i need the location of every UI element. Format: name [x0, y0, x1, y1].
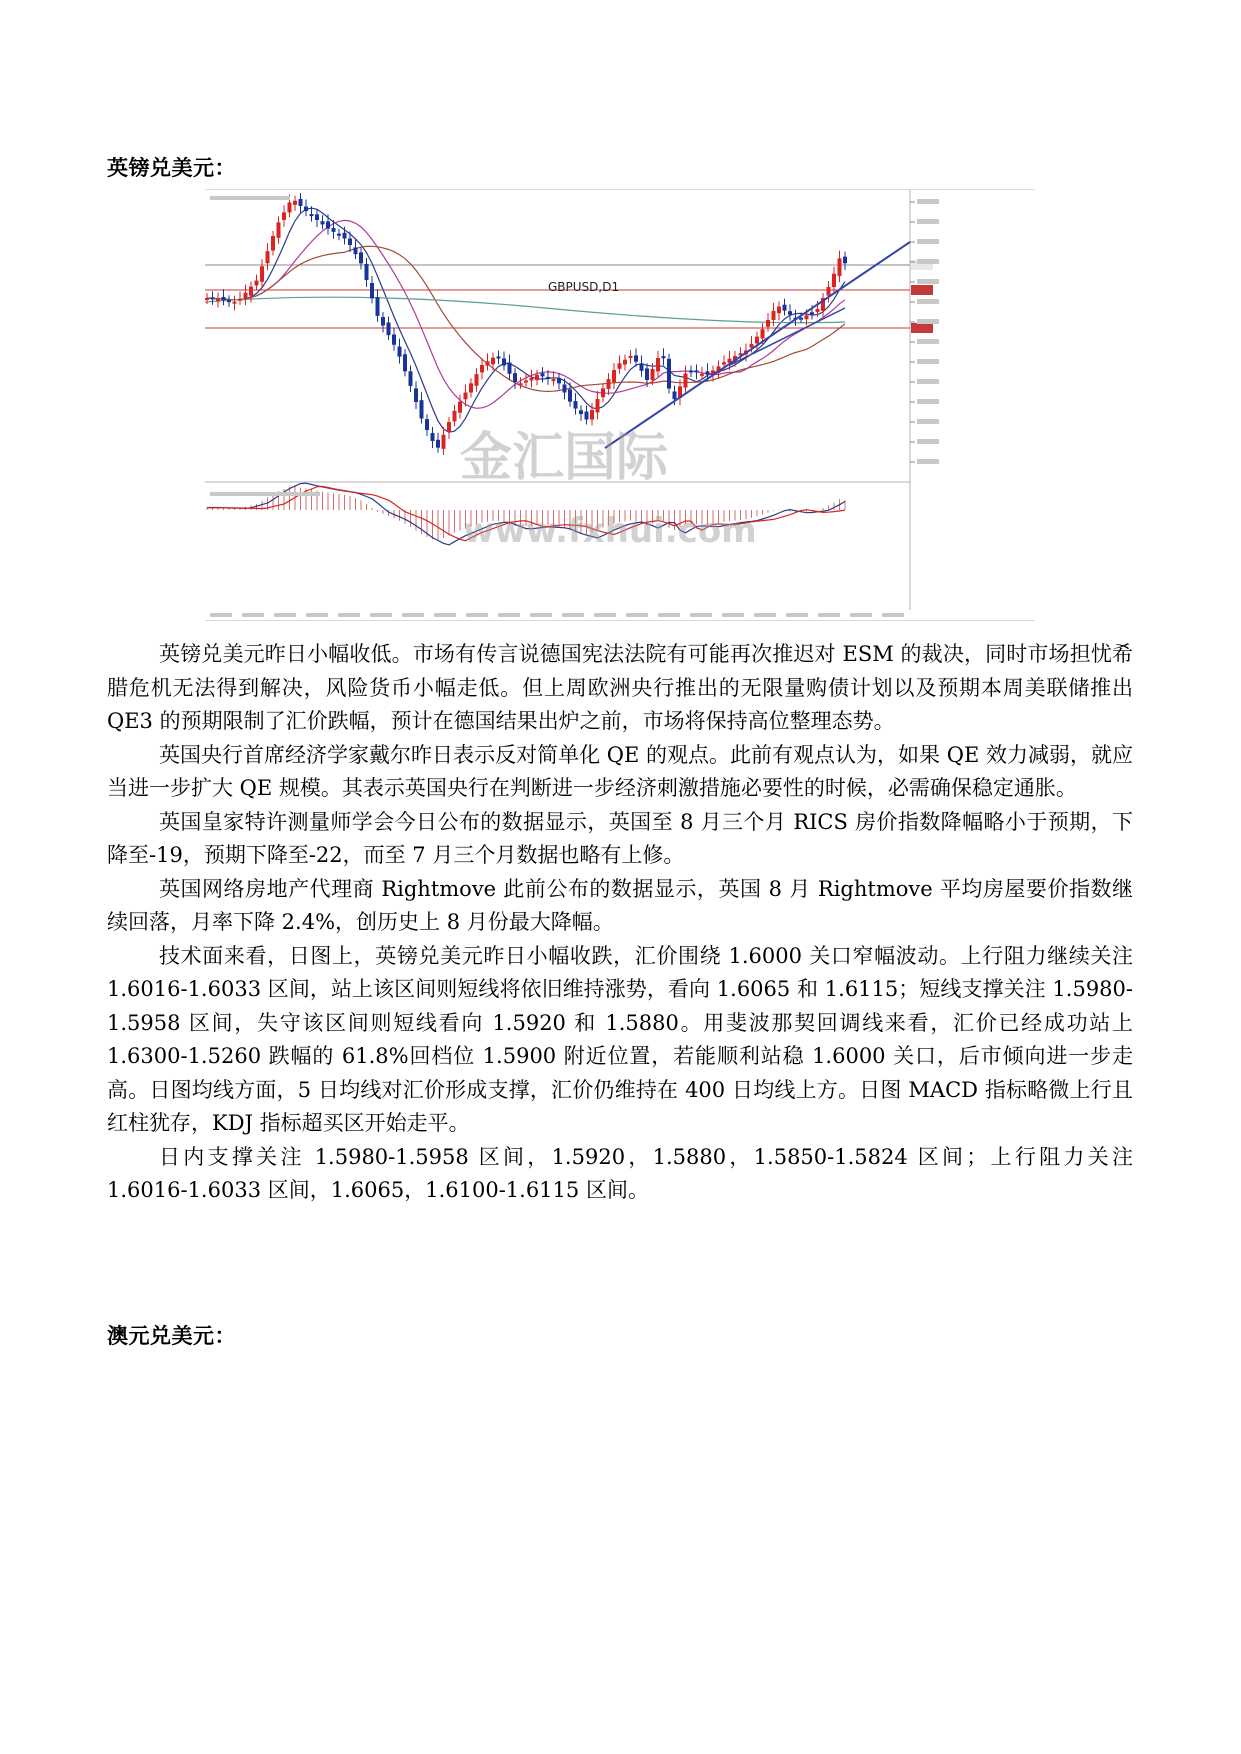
candle-body [805, 315, 809, 319]
date-tick-label [754, 613, 776, 617]
date-tick-label [466, 613, 488, 617]
axis-tick-label [917, 259, 939, 264]
candle-body [348, 239, 352, 246]
date-tick-label [626, 613, 648, 617]
candle-body [497, 356, 501, 358]
candle-body [618, 363, 622, 368]
candle-body [392, 335, 396, 345]
candle-body [288, 203, 292, 213]
watermark-url: www.fxhui.com [463, 511, 757, 551]
candle-body [535, 375, 539, 380]
indicator-caption [210, 196, 290, 200]
candle-body [579, 410, 583, 414]
candle-body [359, 252, 363, 263]
axis-tick-label [917, 359, 939, 364]
candle-body [607, 379, 611, 389]
candle-body [431, 433, 435, 441]
candle-body [530, 378, 534, 381]
candle-body [684, 374, 688, 388]
candle-body [376, 297, 380, 316]
axis-tick-label [917, 199, 939, 204]
date-tick-label [498, 613, 520, 617]
candlesticks [205, 193, 847, 455]
candle-body [706, 371, 710, 374]
candle-body [260, 266, 264, 282]
candle-body [469, 383, 473, 392]
candle-body [326, 221, 330, 228]
date-tick-label [562, 613, 584, 617]
candle-body [667, 359, 671, 389]
candle-body [645, 368, 649, 380]
candle-body [447, 422, 451, 432]
candle-body [799, 318, 803, 320]
candle-body [453, 411, 457, 422]
date-tick-label [434, 613, 456, 617]
candle-body [205, 298, 209, 300]
candle-body [832, 274, 836, 287]
trend-lines [605, 242, 910, 448]
axis-tick-label [917, 339, 939, 344]
axis-tick-label [917, 459, 939, 464]
watermark-logo-text: 金汇国际 [460, 428, 669, 488]
paragraph: 英镑兑美元昨日小幅收低。市场有传言说德国宪法法院有可能再次推迟对 ESM 的裁决，同时市场担忧希腊危机无法得到解决，风险货币小幅走低。但上周欧洲央行推出的无限量购债计划以及预期本周美联储推出 QE3 的预期限制了汇价跌幅，预计在德国结果出炉之前，市场将保持高位整理态势。 [107, 642, 1133, 733]
paragraph: 技术面来看，日图上，英镑兑美元昨日小幅收跌，汇价围绕 1.6000 关口窄幅波动。上行阻力继续关注 1.6016-1.6033 区间，站上该区间则短线将依旧维持涨势，看向 1.6065 和 1.6115；短线支撑关注 1.5980-1.5958 区间，失守该区间则短线看向 1.5920 和 1.5880。用斐波那契回调线来看，汇价已经成功站上 1.6300-1.5260 跌幅的 61.8%回档位 1.5900 附近位置，若能顺利站稳 1.6000 关口，后市倾向进一步走高。日图均线方面，5 日均线对汇价形成支撑，汇价仍维持在 400 日均线上方。日图 MACD 指标略微上行且红柱犹存，KDJ 指标超买区开始走平。 [107, 943, 1133, 1135]
candle-body [458, 402, 462, 413]
candle-body [590, 410, 594, 420]
axis-tick-label [917, 239, 939, 244]
candle-body [486, 361, 490, 365]
date-tick-label [242, 613, 264, 617]
candle-body [612, 370, 616, 382]
candle-body [266, 251, 270, 263]
candle-body [574, 401, 578, 408]
candle-body [381, 317, 385, 325]
date-tick-label [402, 613, 424, 617]
candle-body [843, 257, 847, 264]
date-tick-label [338, 613, 360, 617]
candle-body [596, 399, 600, 412]
axis-tick-label [917, 419, 939, 424]
symbol-label: GBPUSD,D1 [548, 280, 620, 294]
date-tick-label [306, 613, 328, 617]
candle-body [662, 356, 666, 358]
candle-body [332, 228, 336, 232]
candle-body [810, 312, 814, 314]
candle-body [552, 379, 556, 381]
date-tick-label [786, 613, 808, 617]
level-price-tag [911, 285, 933, 295]
candle-body [761, 329, 765, 338]
candle-body [568, 390, 572, 402]
candle-body [689, 371, 693, 373]
candle-body [640, 363, 644, 370]
section-heading-gbpusd: 英镑兑美元： [107, 155, 236, 180]
paragraph: 英国网络房地产代理商 Rightmove 此前公布的数据显示，英国 8 月 Rightmove 平均房屋要价指数继续回落，月率下降 2.4%，创历史上 8 月份最大降幅。 [107, 876, 1133, 934]
candle-body [491, 358, 495, 365]
candle-body [299, 199, 303, 206]
level-price-tag [911, 323, 933, 333]
candle-body [777, 307, 781, 314]
candle-body [238, 299, 242, 301]
axis-tick-label [917, 379, 939, 384]
candle-body [414, 388, 418, 402]
candle-body [304, 207, 308, 212]
candle-body [409, 371, 413, 386]
candle-body [656, 358, 660, 371]
candle-body [673, 392, 677, 400]
candle-body [601, 388, 605, 397]
axis-tick-label [917, 279, 939, 284]
candle-body [513, 373, 517, 382]
candle-body [838, 258, 842, 276]
candle-body [634, 355, 638, 361]
date-tick-label [722, 613, 744, 617]
chart-canvas [205, 190, 1035, 620]
candle-body [442, 435, 446, 449]
candle-body [233, 302, 237, 304]
candle-body [337, 234, 341, 236]
candle-body [827, 287, 831, 296]
candle-body [629, 356, 633, 358]
candle-body [541, 373, 545, 376]
candle-body [563, 385, 567, 393]
candle-body [464, 393, 468, 400]
axis-tick-label [917, 319, 939, 324]
candle-body [387, 323, 391, 336]
candle-body [623, 360, 627, 365]
candle-body [425, 419, 429, 430]
axis-tick-label [917, 439, 939, 444]
candle-body [211, 297, 215, 299]
candle-body [783, 305, 787, 311]
paragraph: 英国央行首席经济学家戴尔昨日表示反对简单化 QE 的观点。此前有观点认为，如果 QE 效力减弱，就应当进一步扩大 QE 规模。其表示英国央行在判断进一步经济刺激措施必要性的时候，必需确保稳定通胀。 [107, 742, 1133, 800]
section-heading-audusd: 澳元兑美元： [107, 1323, 236, 1348]
candle-body [755, 337, 759, 344]
ma-long-line [205, 297, 845, 323]
candle-body [403, 354, 407, 371]
paragraph: 英国皇家特许测量师学会今日公布的数据显示，英国至 8 月三个月 RICS 房价指数降幅略小于预期，下降至-19，预期下降至-22，而至 7 月三个月数据也略有上修。 [107, 809, 1133, 867]
candle-body [255, 281, 259, 286]
candle-body [788, 311, 792, 315]
candle-body [695, 370, 699, 372]
candle-body [546, 377, 550, 379]
candle-body [519, 383, 523, 385]
date-tick-label [274, 613, 296, 617]
date-tick-label [370, 613, 392, 617]
candle-body [436, 440, 440, 448]
date-tick-label [690, 613, 712, 617]
candle-body [216, 299, 220, 301]
article-body [107, 638, 1133, 1208]
candle-body [282, 212, 286, 220]
date-tick-label [210, 613, 232, 617]
candle-body [271, 236, 275, 251]
candle-body [766, 320, 770, 327]
candle-body [343, 233, 347, 239]
candle-body [370, 283, 374, 298]
candle-body [277, 222, 281, 238]
candle-body [651, 369, 655, 380]
candle-body [315, 214, 319, 220]
ma-slow-line [207, 246, 845, 391]
candle-body [365, 264, 369, 280]
candle-body [293, 201, 297, 205]
candle-body [557, 378, 561, 383]
candle-body [354, 247, 358, 254]
axis-tick-label [917, 299, 939, 304]
axis-tick-label [917, 399, 939, 404]
candle-body [310, 214, 314, 216]
date-tick-label [850, 613, 872, 617]
candle-body [508, 363, 512, 374]
macd-caption [210, 492, 320, 496]
candle-body [475, 374, 479, 386]
trend-line [605, 242, 910, 448]
candle-body [772, 311, 776, 320]
paragraph: 日内支撑关注 1.5980-1.5958 区间，1.5920，1.5880，1.5850-1.5824 区间；上行阻力关注 1.6016-1.6033 区间，1.6065，1.6100-1.6115 区间。 [107, 1144, 1133, 1202]
candle-body [585, 412, 589, 420]
candle-body [722, 362, 726, 364]
candle-body [502, 358, 506, 365]
gbpusd-daily-chart [205, 189, 1035, 621]
candle-body [524, 381, 528, 383]
candle-body [480, 365, 484, 372]
axis-tick-label [917, 219, 939, 224]
ma-fast-line [207, 208, 845, 432]
candle-body [227, 300, 231, 302]
date-tick-label [530, 613, 552, 617]
candle-body [244, 293, 248, 300]
moving-averages [205, 208, 845, 432]
candle-body [321, 221, 325, 224]
date-tick-label [818, 613, 840, 617]
candle-body [222, 297, 226, 300]
candle-body [249, 287, 253, 296]
candle-body [420, 400, 424, 418]
date-tick-label [594, 613, 616, 617]
candle-body [700, 374, 704, 376]
date-tick-label [882, 613, 904, 617]
candle-body [816, 309, 820, 312]
date-tick-label [658, 613, 680, 617]
candle-body [398, 347, 402, 357]
